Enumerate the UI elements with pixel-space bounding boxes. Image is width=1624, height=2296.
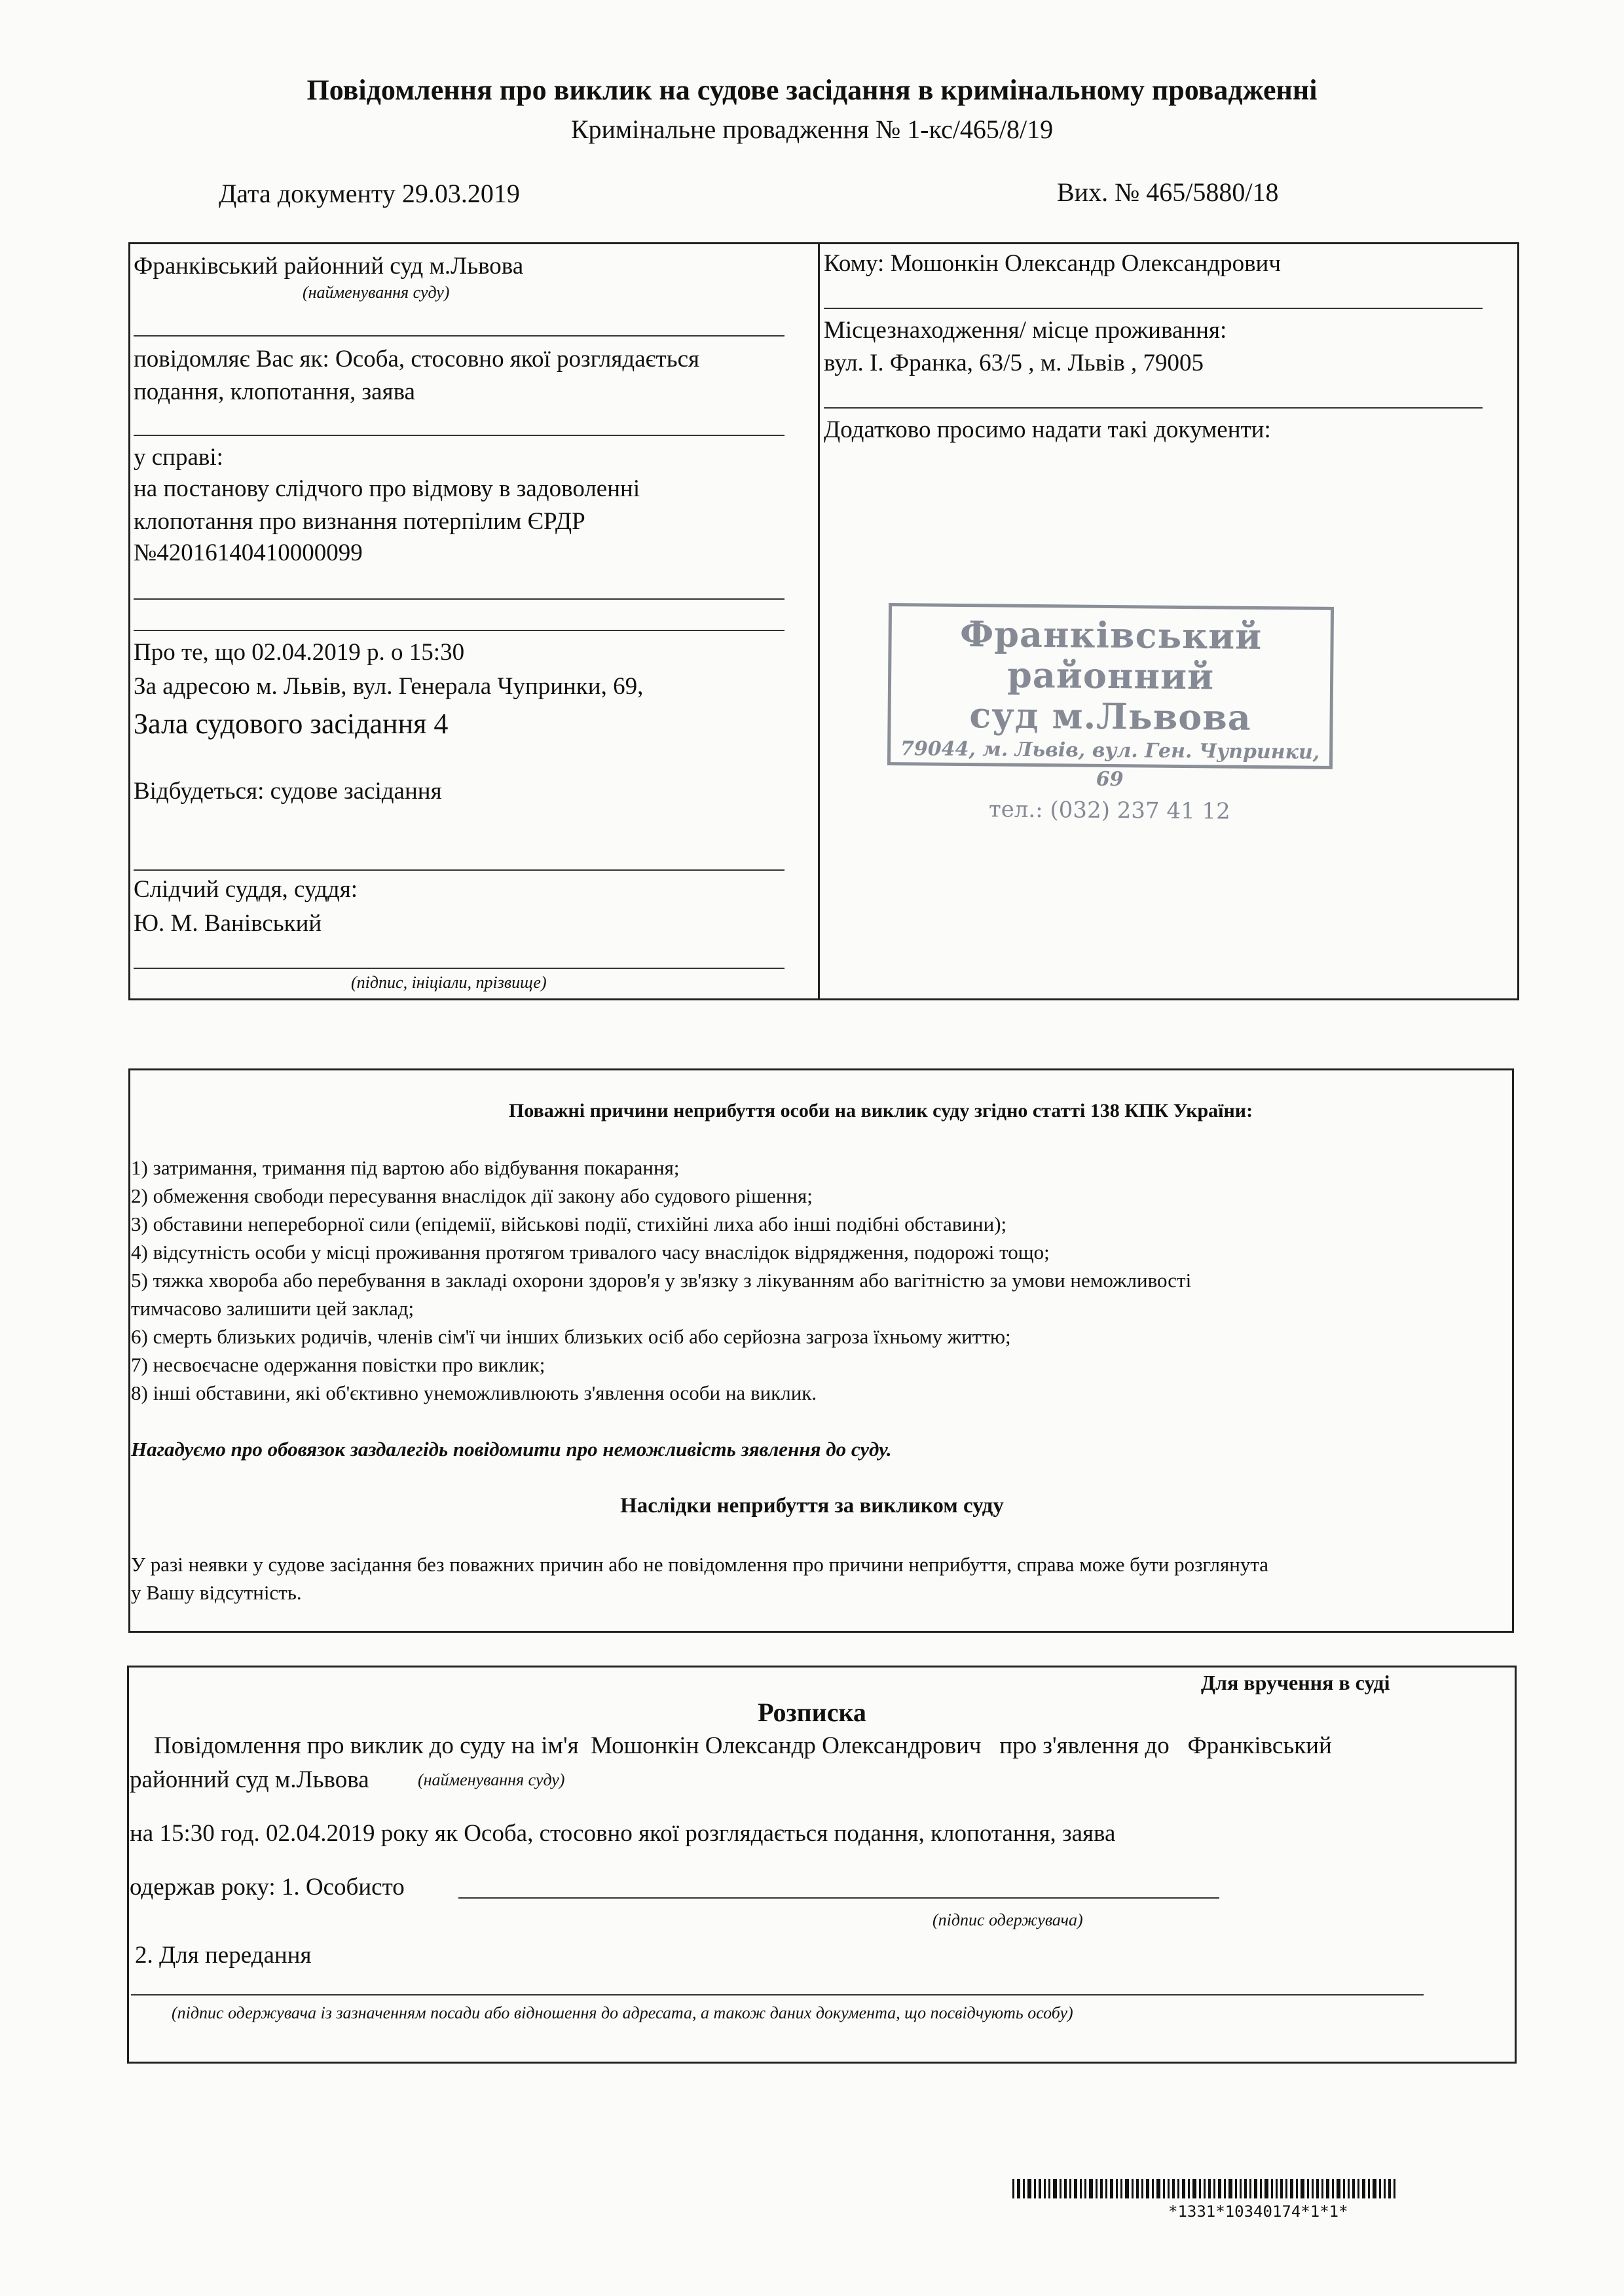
notify-as: повідомляє Вас як: Особа, стосовно якої розглядається — [134, 346, 700, 373]
signature-note: (підпис, ініціали, прізвище) — [351, 973, 547, 992]
divider-line — [134, 335, 784, 337]
for-court-label: Для вручення в суді — [1201, 1671, 1390, 1694]
reason-item: тимчасово залишити цей заклад; — [131, 1297, 415, 1320]
column-divider — [818, 242, 820, 1000]
signature-line — [458, 1897, 1219, 1899]
consequences-heading: Наслідки неприбуття за викликом суду — [620, 1494, 1004, 1518]
barcode — [1012, 2179, 1517, 2198]
recipient-address: вул. І. Франка, 63/5 , м. Львів , 79005 — [824, 350, 1204, 376]
case-text-1: на постанову слідчого про відмову в задоволенні — [134, 475, 640, 502]
judge-name: Ю. М. Ванівський — [134, 910, 322, 937]
reason-item: 6) смерть близьких родичів, членів сім'ї чи інших близьких осіб або серйозна загроза їхньому життю; — [131, 1325, 1011, 1348]
reason-item: 4) відсутність особи у місці проживання протягом тривалого часу внаслідок відрядження, подорожі тощо; — [131, 1241, 1050, 1264]
document-title: Повідомлення про виклик на судове засідання в кримінальному провадженні — [306, 74, 1318, 106]
court-stamp — [887, 603, 1334, 825]
case-text-2: клопотання про визнання потерпілим ЄРДР — [134, 508, 585, 535]
receipt-line-4: одержав року: 1. Особисто — [130, 1874, 405, 1901]
judge-label: Слідчий суддя, суддя: — [134, 876, 358, 903]
divider-line — [134, 435, 784, 436]
signature-line — [134, 968, 784, 969]
reason-item: 2) обмеження свободи пересування внаслідок дії закону або судового рішення; — [131, 1184, 813, 1207]
additional-docs: Додатково просимо надати такі документи: — [824, 416, 1271, 443]
case-number: №42016140410000099 — [134, 539, 363, 566]
receipt-line-3: на 15:30 год. 02.04.2019 року як Особа, стосовно якої розглядається подання, клопотання, заява — [130, 1820, 1116, 1847]
hearing-event: Відбудеться: судове засідання — [134, 778, 442, 805]
outgoing-number: Вих. № 465/5880/18 — [1057, 177, 1279, 207]
reason-item: 3) обставини непереборної сили (епідемії, військові події, стихійні лиха або інші подібні обставини); — [131, 1212, 1007, 1235]
recipient: Кому: Мошонкін Олександр Олександрович — [824, 250, 1281, 277]
reminder-text: Нагадуємо про обовязок заздалегідь повідомити про неможливість зявлення до суду. — [131, 1438, 892, 1461]
reason-item: 8) інші обставини, які об'єктивно унеможливлюють з'явлення особи на виклик. — [131, 1381, 817, 1404]
divider-line — [134, 869, 784, 871]
stamp-line-3: 79044, м. Львів, вул. Ген. Чупринки, 69 — [900, 737, 1320, 792]
receipt-court-note: (найменування суду) — [418, 1770, 565, 1789]
hearing-hall: Зала судового засідання 4 — [134, 708, 449, 740]
notify-as-cont: подання, клопотання, заява — [134, 378, 415, 405]
divider-line — [134, 630, 784, 631]
barcode-text: *1331*10340174*1*1* — [1168, 2202, 1348, 2221]
case-label: у справі: — [134, 444, 223, 471]
location-label: Місцезнаходження/ місце проживання: — [824, 317, 1227, 344]
stamp-line-2: суд м.Львова — [969, 694, 1252, 738]
court-name: Франківський районний суд м.Львова — [134, 253, 524, 280]
stamp-line-1: Франківський районний — [959, 612, 1263, 698]
consequences-text-cont: у Вашу відсутність. — [131, 1581, 302, 1604]
reason-item: 7) несвоєчасне одержання повістки про виклик; — [131, 1353, 545, 1376]
reason-item: 1) затримання, тримання під вартою або відбування покарання; — [131, 1156, 680, 1179]
document-date: Дата документу 29.03.2019 — [219, 179, 520, 208]
receipt-sign-note: (підпис одержувача) — [932, 1910, 1083, 1929]
divider-line — [134, 598, 784, 600]
receipt-bottom-note: (підпис одержувача із зазначенням посади або відношення до адресата, а також даних документа, що посвідчують особу) — [172, 2003, 1073, 2022]
hearing-address: За адресою м. Львів, вул. Генерала Чупринки, 69, — [134, 673, 644, 700]
receipt-court: районний суд м.Львова — [130, 1766, 369, 1793]
hearing-datetime: Про те, що 02.04.2019 р. о 15:30 — [134, 639, 465, 666]
receipt-line-5: 2. Для передання — [135, 1942, 312, 1969]
divider-line — [824, 308, 1483, 309]
receipt-title: Розписка — [758, 1698, 866, 1727]
stamp-line-4: тел.: (032) 237 41 12 — [988, 796, 1230, 825]
proceeding-number: Кримінальне провадження № 1-кс/465/8/19 — [570, 115, 1054, 144]
divider-line — [824, 407, 1483, 409]
signature-line — [131, 1994, 1424, 1995]
reasons-heading: Поважні причини неприбуття особи на виклик суду згідно статті 138 КПК України: — [508, 1100, 1253, 1121]
court-name-note: (найменування суду) — [303, 283, 450, 302]
consequences-text: У разі неявки у судове засідання без поважних причин або не повідомлення про причини неприбуття, справа може бути розглянута — [131, 1553, 1269, 1576]
receipt-line-1: Повідомлення про виклик до суду на ім'я Мошонкін Олександр Олександрович про з'явлення до Франківський — [130, 1732, 1332, 1759]
reason-item: 5) тяжка хвороба або перебування в закладі охорони здоров'я у зв'язку з лікуванням або вагітністю за умови неможливості — [131, 1269, 1192, 1292]
